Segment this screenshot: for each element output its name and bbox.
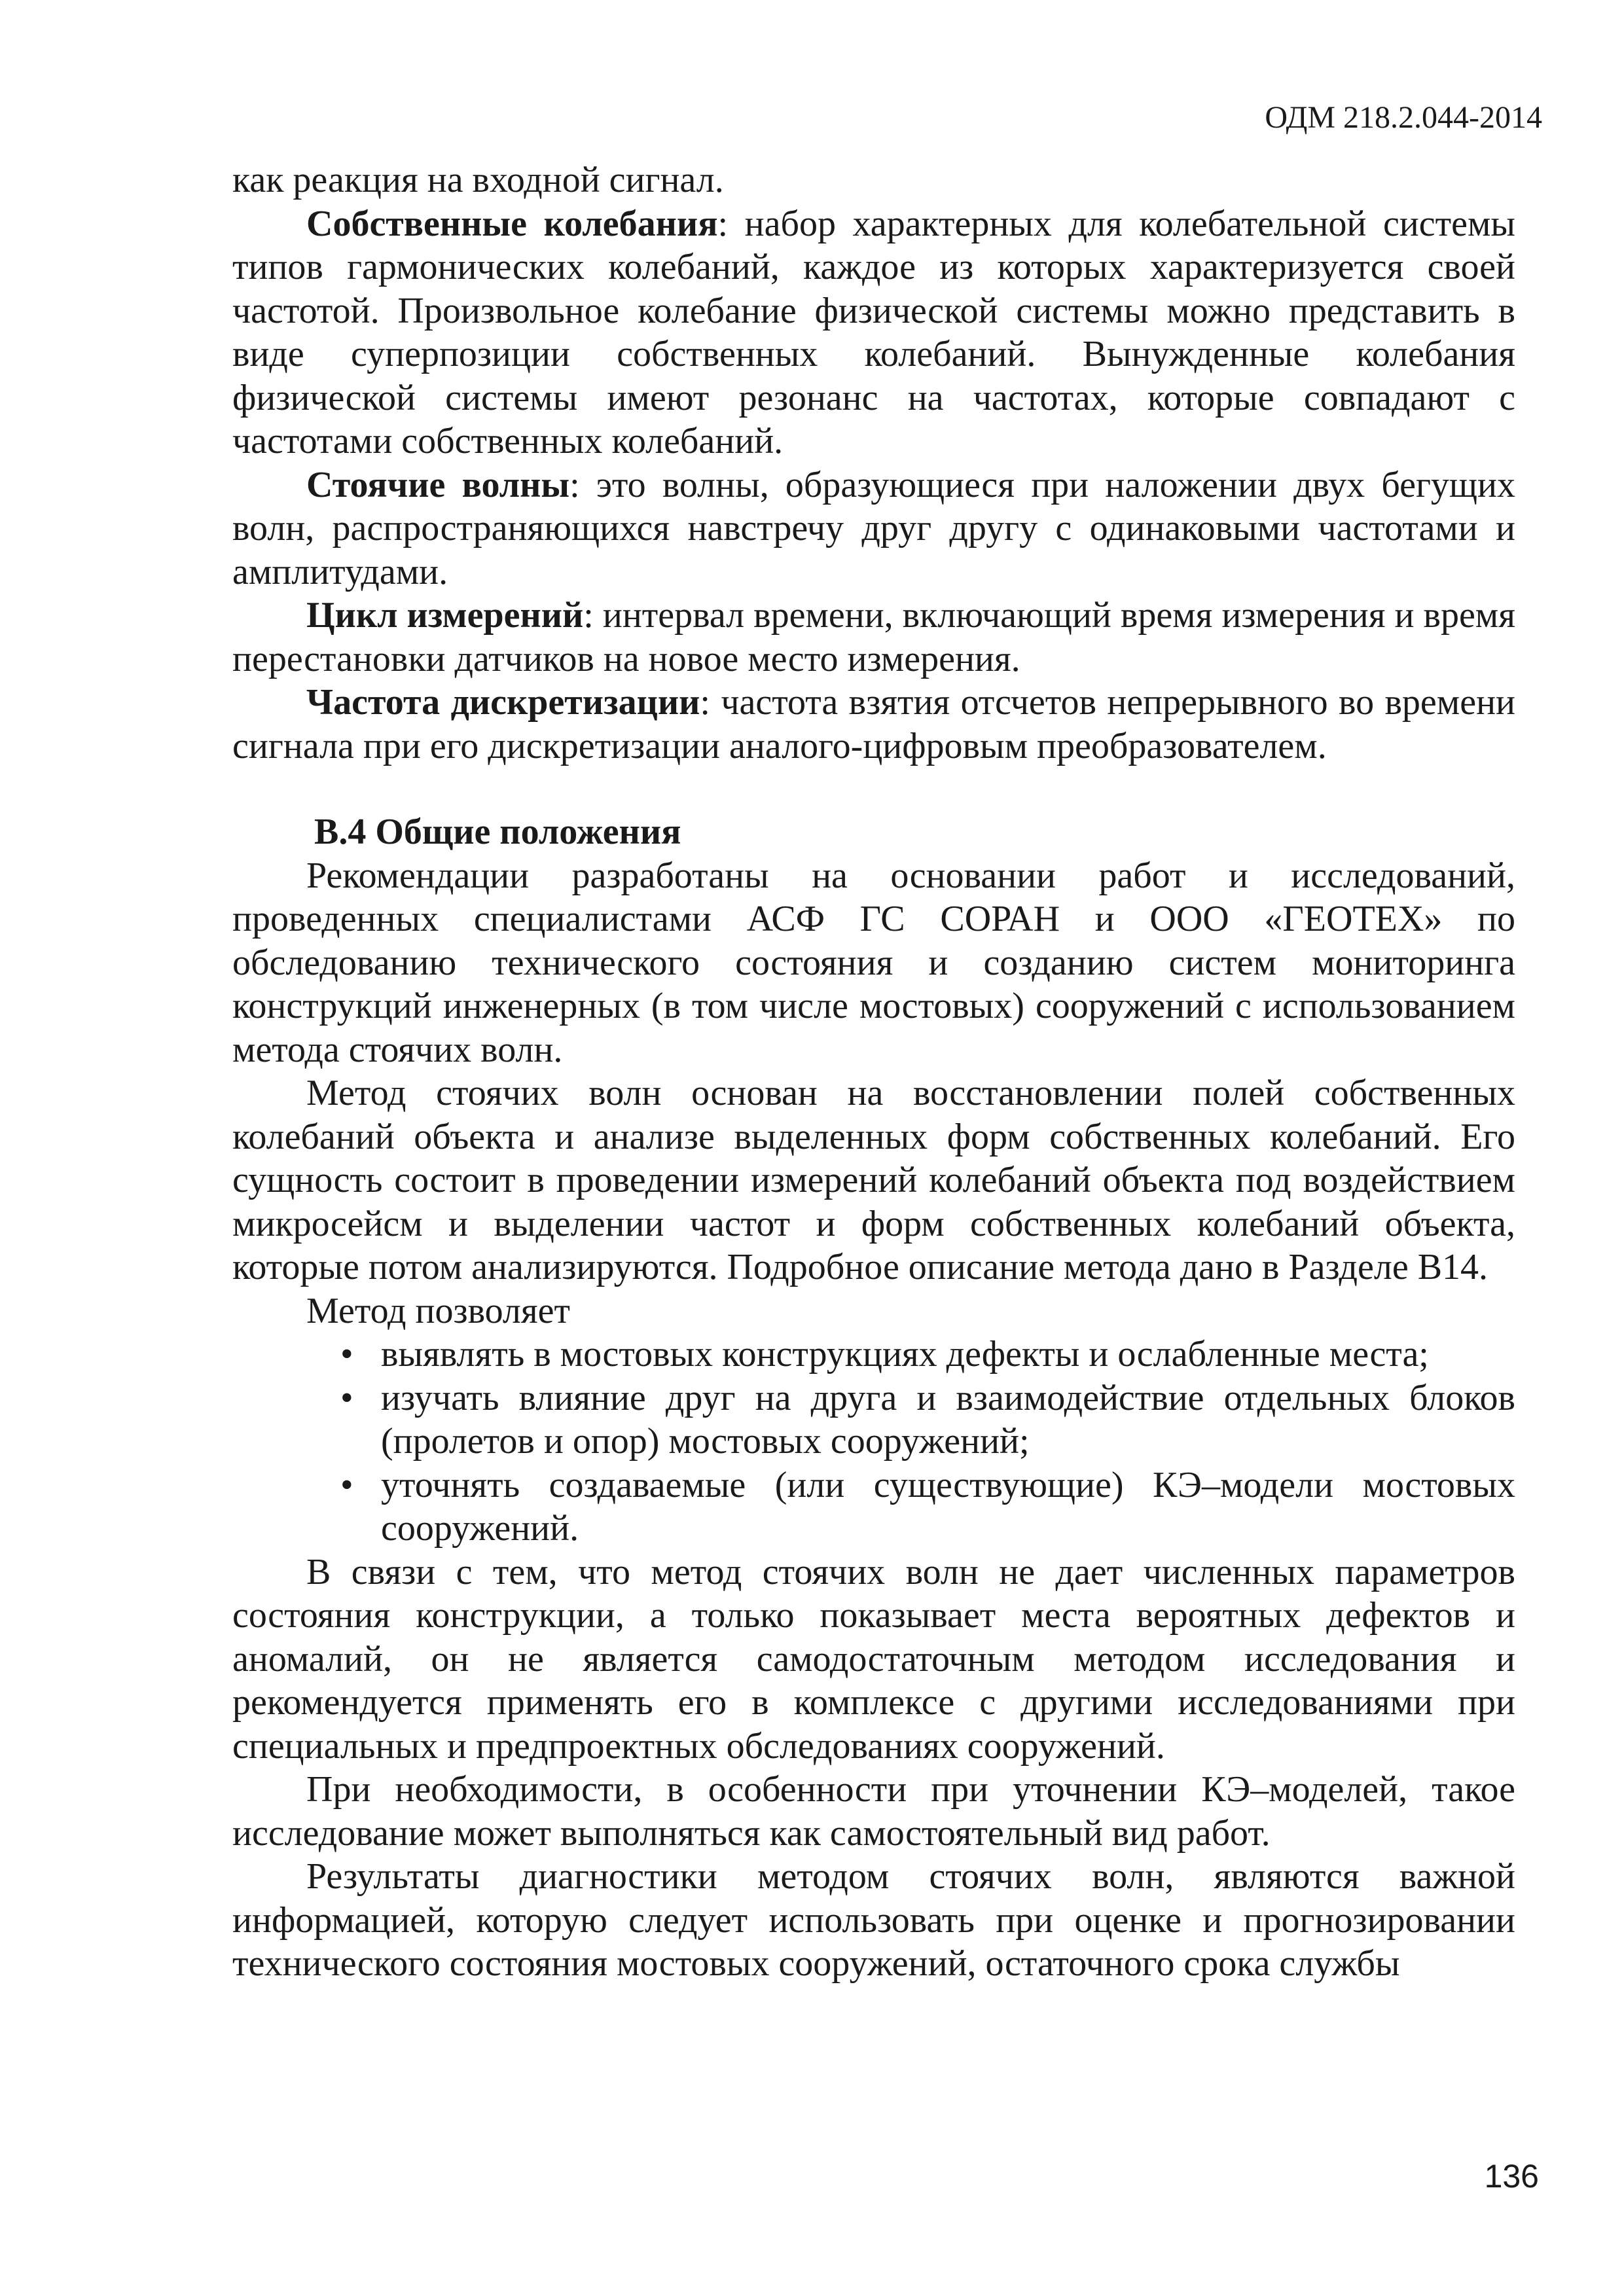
definition-term: Стоячие волны — [306, 464, 570, 505]
definition-text: : это волны, образующиеся при наложении двух бегущих волн, распространяющихся навстречу друг другу с одинаковыми частотами и амплитудами. — [232, 464, 1515, 592]
definition-standing-waves — [232, 463, 1515, 594]
document-code: ОДМ 218.2.044-2014 — [1265, 100, 1542, 135]
paragraph-recommendations: Рекомендации разработаны на основании работ и исследований, проведенных специалистами АСФ ГС СОРАН и ООО «ГЕОТЕХ» по обследованию технического состояния и созданию систем мониторинга конструкций инженерных (в том числе мостовых) сооружений с использованием метода стоячих волн. — [232, 855, 1515, 1070]
bullet-list — [232, 1333, 1515, 1551]
page-number: 136 — [1484, 2158, 1539, 2195]
definition-sampling-rate — [232, 681, 1515, 768]
bullet-item: • изучать влияние друг на друга и взаимодействие отдельных блоков (пролетов и опор) мостовых сооружений; — [340, 1376, 1515, 1463]
bullet-item: • выявлять в мостовых конструкциях дефекты и ослабленные места; — [340, 1333, 1515, 1376]
definition-text: : интервал времени, включающий время измерения и время перестановки датчиков на новое место измерения. — [232, 595, 1516, 679]
paragraph-method-allows: Метод позволяет — [306, 1290, 570, 1331]
paragraph-intro: как реакция на входной сигнал. — [232, 160, 724, 200]
page-content — [232, 158, 1515, 1986]
section-heading: В.4 Общие положения — [314, 812, 681, 852]
definition-measurement-cycle — [232, 594, 1515, 681]
paragraph-method: Метод стоячих волн основан на восстановлении полей собственных колебаний объекта и анализе выделенных форм собственных колебаний. Его сущность состоит в проведении измерений колебаний объекта под воздействием микросейсм и выделении частот и форм собственных колебаний объекта, которые потом анализируются. Подробное описание метода дано в Разделе В14. — [232, 1073, 1515, 1287]
definition-eigen-oscillations — [232, 202, 1515, 463]
definition-text: : набор характерных для колебательной системы типов гармонических колебаний, каждое из которых характеризуется своей частотой. Произвольное колебание физической системы можно представить в виде суперпозиции собственных колебаний. Вынужденные колебания физической системы имеют резонанс на частотах, которые совпадают с частотами собственных колебаний. — [232, 203, 1516, 461]
definition-term: Собственные колебания — [306, 203, 718, 244]
paragraph-necessity: При необходимости, в особенности при уточнении КЭ–моделей, такое исследование может выполняться как самостоятельный вид работ. — [232, 1769, 1515, 1854]
definition-text: : частота взятия отсчетов непрерывного во времени сигнала при его дискретизации аналого-цифровым преобразователем. — [232, 682, 1516, 766]
definition-term: Цикл измерений — [306, 595, 584, 636]
paragraph-results: Результаты диагностики методом стоячих волн, являются важной информацией, которую следует использовать при оценке и прогнозировании технического состояния мостовых сооружений, остаточного срока службы — [232, 1856, 1515, 1984]
definition-term: Частота дискретизации — [306, 682, 700, 723]
bullet-item: • уточнять создаваемые (или существующие) КЭ–модели мостовых сооружений. — [340, 1463, 1515, 1551]
paragraph-connection: В связи с тем, что метод стоячих волн не дает численных параметров состояния конструкции, а только показывает места вероятных дефектов и аномалий, он не является самодостаточным методом исследования и рекомендуется применять его в комплексе с другими исследованиями при специальных и предпроектных обследованиях сооружений. — [232, 1551, 1515, 1767]
